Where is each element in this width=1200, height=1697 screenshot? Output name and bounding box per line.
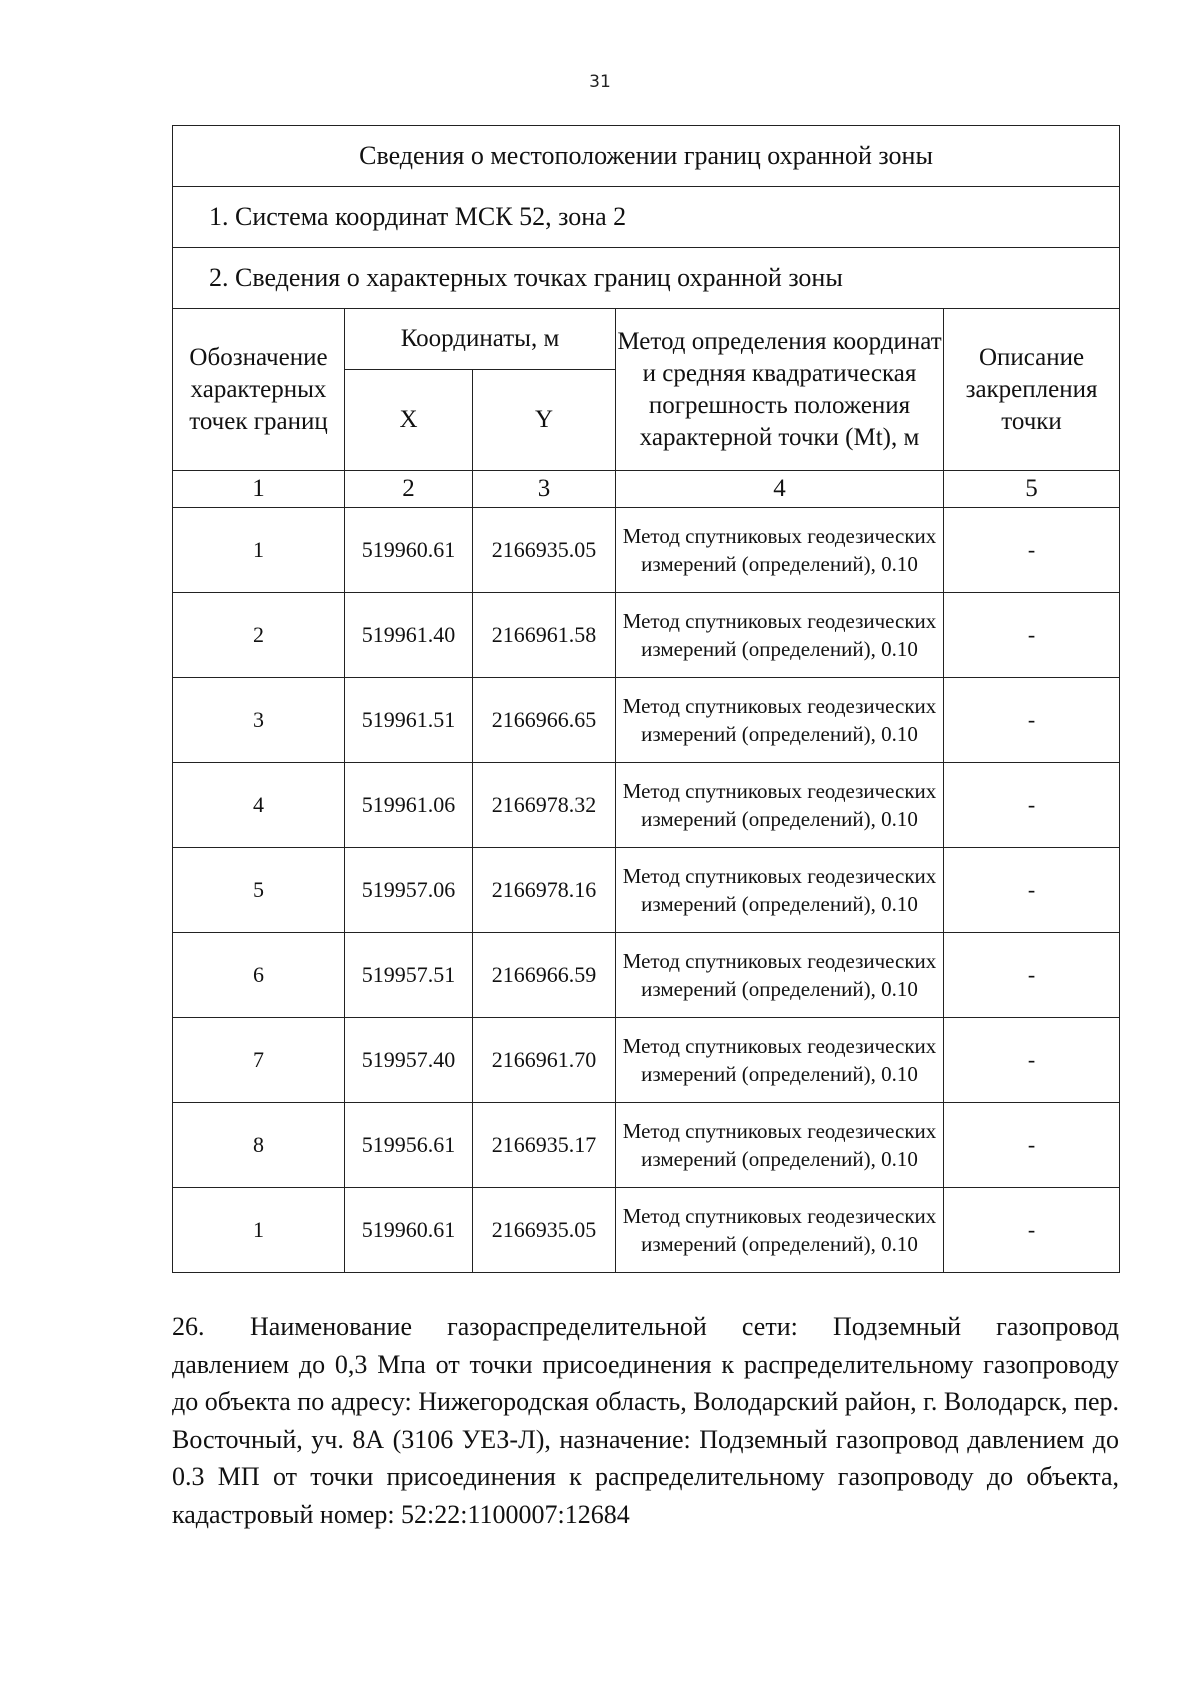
point-cell: 1 (173, 508, 345, 593)
page-number: 31 (589, 72, 611, 92)
table-row (173, 1018, 1120, 1103)
description-cell: - (944, 933, 1120, 1018)
column-header-x: X (345, 370, 473, 471)
x-coordinate-cell: 519957.06 (345, 848, 473, 933)
column-header-designation: Обозначение характерных точек границ (173, 309, 345, 471)
y-coordinate-cell: 2166961.70 (473, 1018, 616, 1103)
table-row (173, 593, 1120, 678)
table-row (173, 508, 1120, 593)
x-coordinate-cell: 519961.51 (345, 678, 473, 763)
point-cell: 3 (173, 678, 345, 763)
description-cell: - (944, 1018, 1120, 1103)
table-body (173, 508, 1120, 1273)
column-header-description: Описание закрепления точки (944, 309, 1120, 471)
x-coordinate-cell: 519961.06 (345, 763, 473, 848)
description-cell: - (944, 508, 1120, 593)
table-row (173, 678, 1120, 763)
description-cell: - (944, 1103, 1120, 1188)
y-coordinate-cell: 2166978.32 (473, 763, 616, 848)
column-number: 2 (345, 471, 473, 508)
x-coordinate-cell: 519957.51 (345, 933, 473, 1018)
method-cell: Метод спутниковых геодезических измерений (определений), 0.10 (616, 1103, 944, 1188)
table-row (173, 1188, 1120, 1273)
method-cell: Метод спутниковых геодезических измерений (определений), 0.10 (616, 678, 944, 763)
points-header: 2. Сведения о характерных точках границ охранной зоны (173, 248, 1120, 309)
method-cell: Метод спутниковых геодезических измерений (определений), 0.10 (616, 1188, 944, 1273)
point-cell: 8 (173, 1103, 345, 1188)
method-cell: Метод спутниковых геодезических измерений (определений), 0.10 (616, 933, 944, 1018)
point-cell: 6 (173, 933, 345, 1018)
y-coordinate-cell: 2166935.05 (473, 1188, 616, 1273)
table-row (173, 763, 1120, 848)
point-cell: 1 (173, 1188, 345, 1273)
description-cell: - (944, 593, 1120, 678)
table-row (173, 848, 1120, 933)
boundary-points-table (172, 125, 1120, 1273)
table-row (173, 933, 1120, 1018)
column-number: 1 (173, 471, 345, 508)
y-coordinate-cell: 2166935.17 (473, 1103, 616, 1188)
method-cell: Метод спутниковых геодезических измерений (определений), 0.10 (616, 848, 944, 933)
table-row (173, 1103, 1120, 1188)
column-numbers-row (173, 471, 1120, 508)
x-coordinate-cell: 519957.40 (345, 1018, 473, 1103)
column-number: 5 (944, 471, 1120, 508)
y-coordinate-cell: 2166966.65 (473, 678, 616, 763)
x-coordinate-cell: 519960.61 (345, 508, 473, 593)
method-cell: Метод спутниковых геодезических измерений (определений), 0.10 (616, 593, 944, 678)
column-header-method: Метод определения координат и средняя квадратическая погрешность положения характерной точки (Mt), м (616, 309, 944, 471)
column-number: 3 (473, 471, 616, 508)
y-coordinate-cell: 2166978.16 (473, 848, 616, 933)
description-cell: - (944, 848, 1120, 933)
method-cell: Метод спутниковых геодезических измерений (определений), 0.10 (616, 508, 944, 593)
x-coordinate-cell: 519960.61 (345, 1188, 473, 1273)
y-coordinate-cell: 2166935.05 (473, 508, 616, 593)
y-coordinate-cell: 2166966.59 (473, 933, 616, 1018)
description-cell: - (944, 763, 1120, 848)
paragraph-text: Наименование газораспределительной сети: Подземный газопровод давлением до 0,3 Мпа от точки присоединения к распределительному газопроводу до объекта по адресу: Нижегородская область, Володарский район, г. Володарск, пер. Восточный, уч. 8А (3106 УЕЗ-Л), назначение: Подземный газопровод давлением до 0.3 МП от точки присоединения к распределительному газопроводу до объекта, кадастровый номер: 52:22:1100007:12684 (172, 1312, 1119, 1529)
y-coordinate-cell: 2166961.58 (473, 593, 616, 678)
method-cell: Метод спутниковых геодезических измерений (определений), 0.10 (616, 763, 944, 848)
column-header-y: Y (473, 370, 616, 471)
point-cell: 2 (173, 593, 345, 678)
point-cell: 4 (173, 763, 345, 848)
x-coordinate-cell: 519956.61 (345, 1103, 473, 1188)
description-cell: - (944, 1188, 1120, 1273)
paragraph-number: 26. (172, 1312, 205, 1341)
point-cell: 5 (173, 848, 345, 933)
column-header-coordinates: Координаты, м (345, 309, 616, 370)
table-title: Сведения о местоположении границ охранной зоны (173, 126, 1120, 187)
method-cell: Метод спутниковых геодезических измерений (определений), 0.10 (616, 1018, 944, 1103)
x-coordinate-cell: 519961.40 (345, 593, 473, 678)
coordinate-system: 1. Система координат МСК 52, зона 2 (173, 187, 1120, 248)
paragraph-26 (172, 1308, 1119, 1533)
column-number: 4 (616, 471, 944, 508)
point-cell: 7 (173, 1018, 345, 1103)
description-cell: - (944, 678, 1120, 763)
